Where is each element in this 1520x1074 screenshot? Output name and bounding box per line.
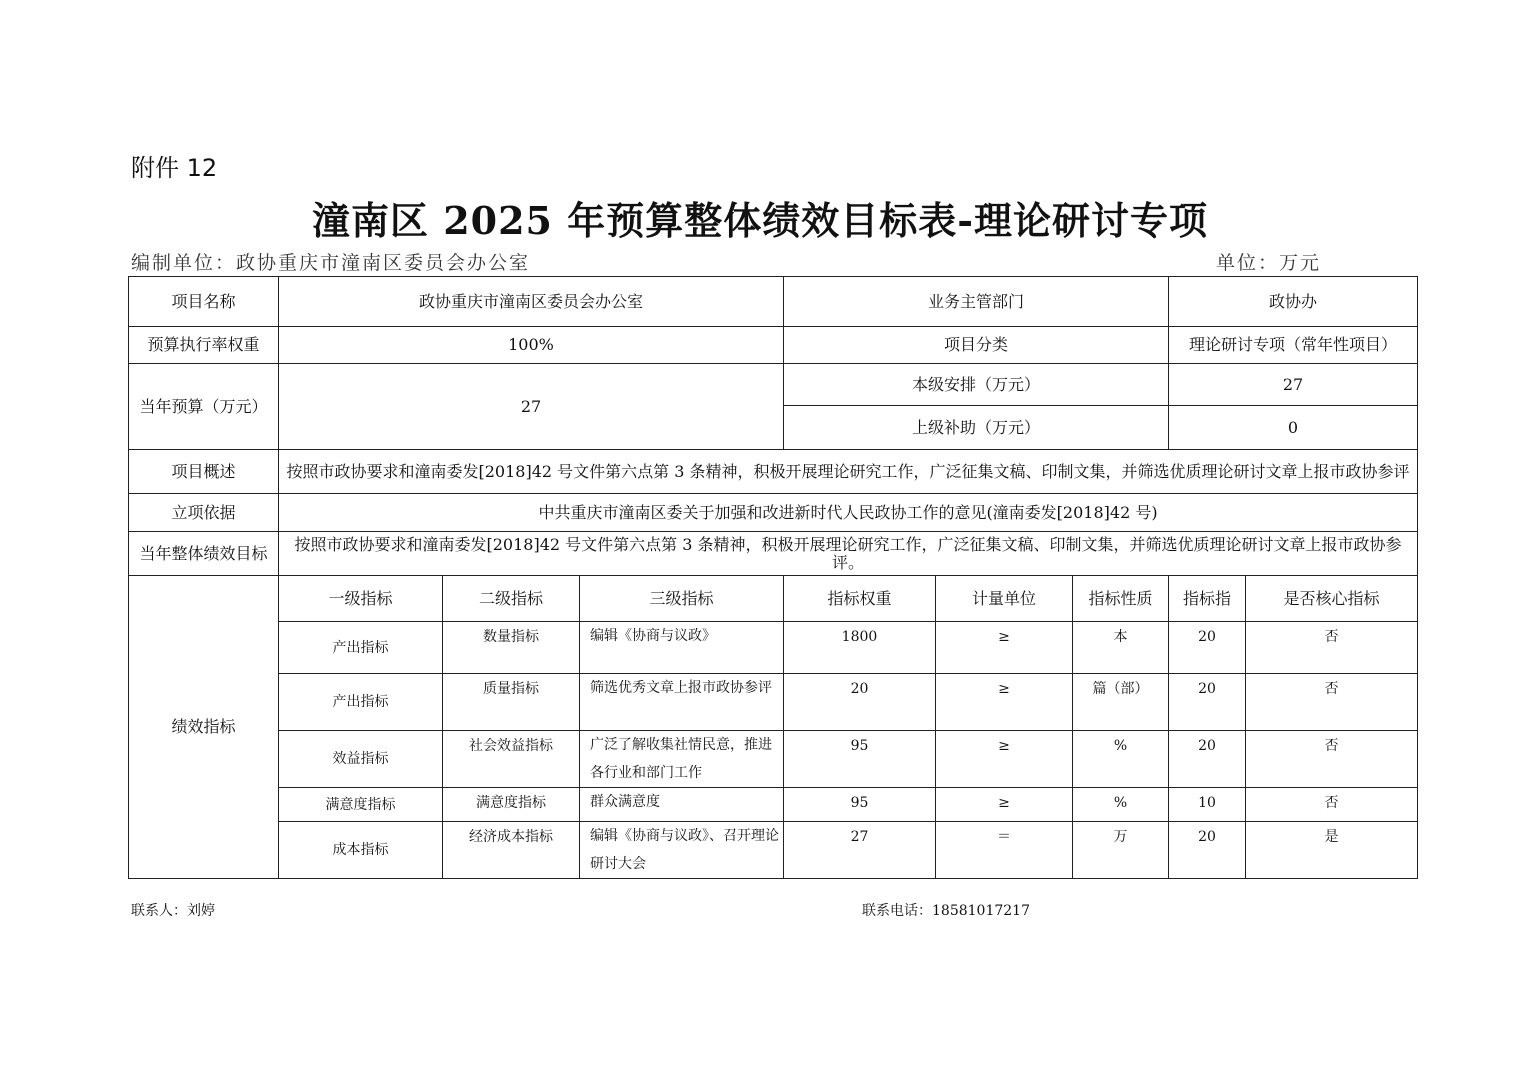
- level3-cell: 编辑《协商与议政》: [580, 622, 784, 674]
- indicator-header: 计量单位: [936, 576, 1073, 622]
- table-row: [129, 788, 1418, 822]
- overview-label: 项目概述: [129, 450, 279, 494]
- level3-cell: 筛选优秀文章上报市政协参评: [580, 674, 784, 731]
- indicator-header: 是否核心指标: [1246, 576, 1418, 622]
- indicator-header: 指标性质: [1073, 576, 1169, 622]
- level2-cell: 数量指标: [443, 622, 580, 674]
- level1-cell: 产出指标: [279, 622, 443, 674]
- level1-cell: 效益指标: [279, 731, 443, 788]
- budget-label: 当年预算（万元）: [129, 364, 279, 450]
- indicator-header: 二级指标: [443, 576, 580, 622]
- core-cell: 是: [1246, 822, 1418, 879]
- indicator-header: 指标指: [1169, 576, 1246, 622]
- target-cell: 20: [1169, 731, 1246, 788]
- budget-value: 27: [279, 364, 784, 450]
- exec-rate-label: 预算执行率权重: [129, 327, 279, 364]
- weight-cell: 20: [784, 674, 936, 731]
- unit-cell: ≥: [936, 622, 1073, 674]
- weight-cell: 95: [784, 788, 936, 822]
- compiler-unit: 编制单位：政协重庆市潼南区委员会办公室: [131, 252, 531, 274]
- contact-person: 联系人：刘婷: [131, 903, 215, 919]
- subsidy-label: 上级补助（万元）: [784, 406, 1169, 450]
- level1-cell: 满意度指标: [279, 788, 443, 822]
- indicator-header: 一级指标: [279, 576, 443, 622]
- target-cell: 10: [1169, 788, 1246, 822]
- core-cell: 否: [1246, 622, 1418, 674]
- nature-cell: %: [1073, 788, 1169, 822]
- project-name-value: 政协重庆市潼南区委员会办公室: [279, 277, 784, 327]
- table-row: [129, 822, 1418, 879]
- local-value: 27: [1169, 364, 1418, 406]
- level2-cell: 满意度指标: [443, 788, 580, 822]
- level1-cell: 产出指标: [279, 674, 443, 731]
- local-label: 本级安排（万元）: [784, 364, 1169, 406]
- basis-label: 立项依据: [129, 494, 279, 532]
- nature-cell: 篇（部）: [1073, 674, 1169, 731]
- core-cell: 否: [1246, 674, 1418, 731]
- weight-cell: 95: [784, 731, 936, 788]
- currency-unit: 单位：万元: [1216, 252, 1322, 274]
- goal-value: 按照市政协要求和潼南委发[2018]42 号文件第六点第 3 条精神，积极开展理论研究工作，广泛征集文稿、印制文集，并筛选优质理论研讨文章上报市政协参评。: [279, 532, 1418, 576]
- nature-cell: 本: [1073, 622, 1169, 674]
- level3-cell: 群众满意度: [580, 788, 784, 822]
- attachment-label: 附件 12: [131, 154, 218, 182]
- subsidy-value: 0: [1169, 406, 1418, 450]
- level1-cell: 成本指标: [279, 822, 443, 879]
- indicator-header: 三级指标: [580, 576, 784, 622]
- table-row: [129, 674, 1418, 731]
- nature-cell: %: [1073, 731, 1169, 788]
- category-value: 理论研讨专项（常年性项目）: [1169, 327, 1418, 364]
- unit-cell: ≥: [936, 731, 1073, 788]
- perf-label: 绩效指标: [129, 576, 279, 879]
- core-cell: 否: [1246, 788, 1418, 822]
- basis-value: 中共重庆市潼南区委关于加强和改进新时代人民政协工作的意见(潼南委发[2018]42 号): [279, 494, 1418, 532]
- project-name-label: 项目名称: [129, 277, 279, 327]
- target-cell: 20: [1169, 674, 1246, 731]
- indicator-header: 指标权重: [784, 576, 936, 622]
- dept-label: 业务主管部门: [784, 277, 1169, 327]
- core-cell: 否: [1246, 731, 1418, 788]
- weight-cell: 27: [784, 822, 936, 879]
- overview-value: 按照市政协要求和潼南委发[2018]42 号文件第六点第 3 条精神，积极开展理论研究工作，广泛征集文稿、印制文集，并筛选优质理论研讨文章上报市政协参评: [279, 450, 1418, 494]
- category-label: 项目分类: [784, 327, 1169, 364]
- goal-label: 当年整体绩效目标: [129, 532, 279, 576]
- table-row: [129, 622, 1418, 674]
- level2-cell: 质量指标: [443, 674, 580, 731]
- unit-cell: ≥: [936, 674, 1073, 731]
- level3-cell: 广泛了解收集社情民意，推进各行业和部门工作: [580, 731, 784, 788]
- unit-cell: ≥: [936, 788, 1073, 822]
- target-cell: 20: [1169, 822, 1246, 879]
- contact-phone: 联系电话：18581017217: [862, 903, 1030, 919]
- page-title: 潼南区 2025 年预算整体绩效目标表-理论研讨专项: [312, 198, 1208, 243]
- target-cell: 20: [1169, 622, 1246, 674]
- unit-cell: ＝: [936, 822, 1073, 879]
- level2-cell: 经济成本指标: [443, 822, 580, 879]
- level3-cell: 编辑《协商与议政》、召开理论研讨大会: [580, 822, 784, 879]
- exec-rate-value: 100%: [279, 327, 784, 364]
- performance-table: [128, 276, 1418, 879]
- level2-cell: 社会效益指标: [443, 731, 580, 788]
- dept-value: 政协办: [1169, 277, 1418, 327]
- table-row: [129, 731, 1418, 788]
- nature-cell: 万: [1073, 822, 1169, 879]
- weight-cell: 1800: [784, 622, 936, 674]
